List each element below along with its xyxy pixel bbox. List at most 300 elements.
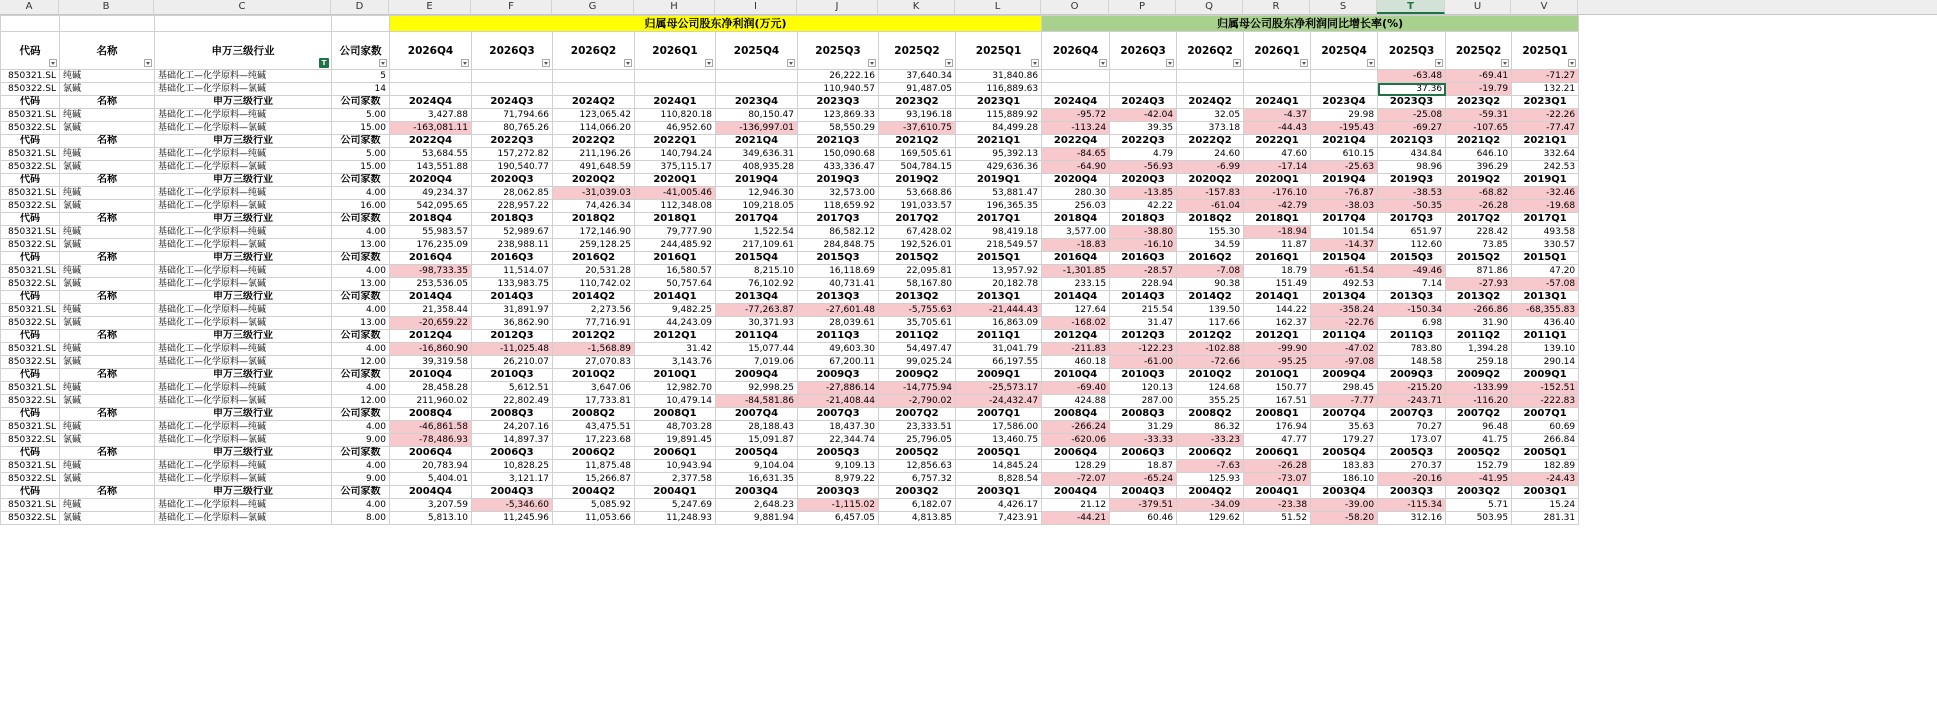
header-quarter[interactable]: 2014Q4: [390, 291, 472, 304]
profit-cell[interactable]: 11,053.66: [553, 512, 635, 525]
growth-cell[interactable]: 51.52: [1244, 512, 1311, 525]
count-cell[interactable]: 5.00: [332, 109, 390, 122]
header-quarter[interactable]: 2017Q1: [1512, 213, 1579, 226]
count-cell[interactable]: 12.00: [332, 395, 390, 408]
profit-cell[interactable]: 49,234.37: [390, 187, 472, 200]
profit-cell[interactable]: -163,081.11: [390, 122, 472, 135]
profit-cell[interactable]: 26,210.07: [472, 356, 553, 369]
header-quarter[interactable]: 2019Q2: [879, 174, 956, 187]
profit-cell[interactable]: 16,118.69: [798, 265, 879, 278]
count-cell[interactable]: 4.00: [332, 304, 390, 317]
profit-cell[interactable]: 5,813.10: [390, 512, 472, 525]
code-cell[interactable]: 850322.SL: [1, 200, 60, 213]
profit-cell[interactable]: 253,536.05: [390, 278, 472, 291]
profit-cell[interactable]: 123,065.42: [553, 109, 635, 122]
filter-dropdown-icon[interactable]: [542, 59, 550, 67]
count-cell[interactable]: 13.00: [332, 239, 390, 252]
growth-cell[interactable]: 18.87: [1110, 460, 1177, 473]
profit-cell[interactable]: 98,419.18: [956, 226, 1042, 239]
growth-cell[interactable]: -152.51: [1512, 382, 1579, 395]
header-quarter[interactable]: 2011Q2: [879, 330, 956, 343]
industry-cell[interactable]: 基础化工—化学原料—氯碱: [155, 83, 332, 96]
profit-cell[interactable]: 6,457.05: [798, 512, 879, 525]
profit-cell[interactable]: 17,223.68: [553, 434, 635, 447]
column-letter-K[interactable]: K: [878, 0, 955, 14]
growth-cell[interactable]: 287.00: [1110, 395, 1177, 408]
filter-dropdown-icon[interactable]: [945, 59, 953, 67]
profit-cell[interactable]: 20,783.94: [390, 460, 472, 473]
header-quarter[interactable]: 2011Q3: [1378, 330, 1446, 343]
count-cell[interactable]: 5.00: [332, 148, 390, 161]
growth-cell[interactable]: 150.77: [1244, 382, 1311, 395]
header-quarter[interactable]: 2018Q3: [472, 213, 553, 226]
header-quarter[interactable]: 2016Q4: [390, 252, 472, 265]
column-letter-S[interactable]: S: [1310, 0, 1377, 14]
growth-cell[interactable]: -157.83: [1177, 187, 1244, 200]
industry-cell[interactable]: 基础化工—化学原料—氯碱: [155, 473, 332, 486]
name-cell[interactable]: 氯碱: [60, 239, 155, 252]
profit-cell[interactable]: 6,182.07: [879, 499, 956, 512]
growth-cell[interactable]: [1110, 70, 1177, 83]
growth-cell[interactable]: -13.85: [1110, 187, 1177, 200]
growth-cell[interactable]: -195.43: [1311, 122, 1378, 135]
profit-cell[interactable]: [635, 83, 716, 96]
count-cell[interactable]: 4.00: [332, 460, 390, 473]
industry-cell[interactable]: 基础化工—化学原料—纯碱: [155, 148, 332, 161]
header-count[interactable]: 公司家数: [332, 174, 390, 187]
header-industry[interactable]: 申万三级行业: [155, 135, 332, 148]
header-quarter[interactable]: 2010Q3: [472, 369, 553, 382]
column-letter-U[interactable]: U: [1445, 0, 1511, 14]
filter-dropdown-icon[interactable]: [461, 59, 469, 67]
growth-cell[interactable]: -211.83: [1042, 343, 1110, 356]
growth-cell[interactable]: -176.10: [1244, 187, 1311, 200]
profit-cell[interactable]: -25,573.17: [956, 382, 1042, 395]
growth-cell[interactable]: [1042, 83, 1110, 96]
code-cell[interactable]: 850321.SL: [1, 304, 60, 317]
header-quarter[interactable]: 2024Q1: [1244, 96, 1311, 109]
header-quarter[interactable]: 2004Q4: [1042, 486, 1110, 499]
profit-cell[interactable]: 20,182.78: [956, 278, 1042, 291]
header-quarter[interactable]: 2009Q2: [879, 369, 956, 382]
profit-cell[interactable]: 190,540.77: [472, 161, 553, 174]
growth-cell[interactable]: 4.79: [1110, 148, 1177, 161]
profit-cell[interactable]: 21,358.44: [390, 304, 472, 317]
header-count[interactable]: 公司家数: [332, 32, 390, 70]
growth-cell[interactable]: 266.84: [1512, 434, 1579, 447]
count-cell[interactable]: 4.00: [332, 499, 390, 512]
growth-cell[interactable]: 6.98: [1378, 317, 1446, 330]
count-cell[interactable]: 12.00: [332, 356, 390, 369]
profit-cell[interactable]: -11,025.48: [472, 343, 553, 356]
column-letter-C[interactable]: C: [154, 0, 331, 14]
profit-cell[interactable]: 191,033.57: [879, 200, 956, 213]
header-quarter[interactable]: 2010Q1: [635, 369, 716, 382]
profit-cell[interactable]: 22,095.81: [879, 265, 956, 278]
growth-cell[interactable]: -6.99: [1177, 161, 1244, 174]
profit-cell[interactable]: 53,684.55: [390, 148, 472, 161]
growth-cell[interactable]: -26.28: [1446, 200, 1512, 213]
header-quarter[interactable]: 2009Q4: [1311, 369, 1378, 382]
profit-cell[interactable]: -21,408.44: [798, 395, 879, 408]
header-quarter[interactable]: 2025Q2: [1446, 32, 1512, 70]
data-grid[interactable]: [0, 15, 1579, 525]
profit-cell[interactable]: 67,428.02: [879, 226, 956, 239]
filter-dropdown-icon[interactable]: [379, 59, 387, 67]
profit-cell[interactable]: -27,886.14: [798, 382, 879, 395]
header-quarter[interactable]: 2009Q1: [956, 369, 1042, 382]
header-count[interactable]: 公司家数: [332, 96, 390, 109]
profit-cell[interactable]: 2,273.56: [553, 304, 635, 317]
profit-cell[interactable]: 80,150.47: [716, 109, 798, 122]
header-count[interactable]: 公司家数: [332, 213, 390, 226]
header-quarter[interactable]: 2025Q3: [1378, 32, 1446, 70]
column-letter-F[interactable]: F: [471, 0, 552, 14]
industry-cell[interactable]: 基础化工—化学原料—纯碱: [155, 70, 332, 83]
code-cell[interactable]: 850321.SL: [1, 148, 60, 161]
growth-cell[interactable]: -47.02: [1311, 343, 1378, 356]
profit-cell[interactable]: 6,757.32: [879, 473, 956, 486]
name-cell[interactable]: 氯碱: [60, 200, 155, 213]
growth-cell[interactable]: 32.05: [1177, 109, 1244, 122]
header-quarter[interactable]: 2015Q2: [1446, 252, 1512, 265]
growth-cell[interactable]: 167.51: [1244, 395, 1311, 408]
profit-cell[interactable]: 8,979.22: [798, 473, 879, 486]
growth-cell[interactable]: -95.25: [1244, 356, 1311, 369]
profit-cell[interactable]: 3,121.17: [472, 473, 553, 486]
profit-cell[interactable]: 110,940.57: [798, 83, 879, 96]
profit-cell[interactable]: -21,444.43: [956, 304, 1042, 317]
code-cell[interactable]: 850321.SL: [1, 187, 60, 200]
growth-cell[interactable]: -7.08: [1177, 265, 1244, 278]
growth-cell[interactable]: 125.93: [1177, 473, 1244, 486]
filter-dropdown-icon[interactable]: [1031, 59, 1039, 67]
growth-cell[interactable]: -18.94: [1244, 226, 1311, 239]
profit-cell[interactable]: 28,188.43: [716, 421, 798, 434]
growth-cell[interactable]: 34.59: [1177, 239, 1244, 252]
name-cell[interactable]: 纯碱: [60, 187, 155, 200]
count-cell[interactable]: 9.00: [332, 473, 390, 486]
header-quarter[interactable]: 2012Q3: [472, 330, 553, 343]
growth-cell[interactable]: -77.47: [1512, 122, 1579, 135]
header-name[interactable]: 名称: [60, 252, 155, 265]
header-quarter[interactable]: 2021Q1: [1512, 135, 1579, 148]
header-quarter[interactable]: 2010Q2: [1177, 369, 1244, 382]
growth-cell[interactable]: 96.48: [1446, 421, 1512, 434]
header-quarter[interactable]: 2007Q3: [798, 408, 879, 421]
profit-cell[interactable]: 150,090.68: [798, 148, 879, 161]
header-quarter[interactable]: 2021Q3: [1378, 135, 1446, 148]
growth-cell[interactable]: -44.43: [1244, 122, 1311, 135]
profit-cell[interactable]: 4,813.85: [879, 512, 956, 525]
growth-cell[interactable]: 871.86: [1446, 265, 1512, 278]
profit-cell[interactable]: -27,601.48: [798, 304, 879, 317]
growth-cell[interactable]: -150.34: [1378, 304, 1446, 317]
growth-cell[interactable]: -42.79: [1244, 200, 1311, 213]
industry-cell[interactable]: 基础化工—化学原料—氯碱: [155, 278, 332, 291]
industry-cell[interactable]: 基础化工—化学原料—氯碱: [155, 122, 332, 135]
header-quarter[interactable]: 2005Q4: [1311, 447, 1378, 460]
header-quarter[interactable]: 2003Q3: [1378, 486, 1446, 499]
header-quarter[interactable]: 2011Q3: [798, 330, 879, 343]
banner-blank-cell[interactable]: [1, 16, 60, 32]
header-industry[interactable]: 申万三级行业: [155, 291, 332, 304]
profit-cell[interactable]: 55,983.57: [390, 226, 472, 239]
growth-cell[interactable]: 503.95: [1446, 512, 1512, 525]
name-cell[interactable]: 纯碱: [60, 499, 155, 512]
header-quarter[interactable]: 2022Q1: [1244, 135, 1311, 148]
header-name[interactable]: 名称: [60, 369, 155, 382]
filter-dropdown-icon[interactable]: [1568, 59, 1576, 67]
header-quarter[interactable]: 2009Q4: [716, 369, 798, 382]
growth-cell[interactable]: 42.22: [1110, 200, 1177, 213]
code-cell[interactable]: 850321.SL: [1, 460, 60, 473]
header-quarter[interactable]: 2024Q2: [553, 96, 635, 109]
header-quarter[interactable]: 2013Q2: [1446, 291, 1512, 304]
header-industry[interactable]: 申万三级行业: [155, 447, 332, 460]
header-quarter[interactable]: 2007Q4: [716, 408, 798, 421]
header-quarter[interactable]: 2008Q2: [553, 408, 635, 421]
header-quarter[interactable]: 2018Q1: [635, 213, 716, 226]
growth-cell[interactable]: 151.49: [1244, 278, 1311, 291]
header-quarter[interactable]: 2007Q2: [1446, 408, 1512, 421]
name-cell[interactable]: 纯碱: [60, 109, 155, 122]
profit-cell[interactable]: -31,039.03: [553, 187, 635, 200]
header-quarter[interactable]: 2018Q2: [1177, 213, 1244, 226]
filter-dropdown-icon[interactable]: [787, 59, 795, 67]
profit-cell[interactable]: 16,580.57: [635, 265, 716, 278]
growth-cell[interactable]: 332.64: [1512, 148, 1579, 161]
growth-cell[interactable]: -102.88: [1177, 343, 1244, 356]
header-quarter[interactable]: 2004Q1: [635, 486, 716, 499]
profit-cell[interactable]: 14,897.37: [472, 434, 553, 447]
banner-blank-cell[interactable]: [332, 16, 390, 32]
industry-cell[interactable]: 基础化工—化学原料—纯碱: [155, 382, 332, 395]
profit-cell[interactable]: [472, 70, 553, 83]
header-quarter[interactable]: 2017Q2: [879, 213, 956, 226]
profit-cell[interactable]: -5,346.60: [472, 499, 553, 512]
profit-cell[interactable]: 3,647.06: [553, 382, 635, 395]
profit-cell[interactable]: 18,437.30: [798, 421, 879, 434]
profit-cell[interactable]: 11,514.07: [472, 265, 553, 278]
header-quarter[interactable]: 2023Q4: [1311, 96, 1378, 109]
profit-cell[interactable]: 50,757.64: [635, 278, 716, 291]
code-cell[interactable]: 850322.SL: [1, 473, 60, 486]
header-quarter[interactable]: 2013Q1: [956, 291, 1042, 304]
header-quarter[interactable]: 2012Q2: [1177, 330, 1244, 343]
growth-cell[interactable]: 139.50: [1177, 304, 1244, 317]
header-quarter[interactable]: 2015Q3: [1378, 252, 1446, 265]
header-name[interactable]: 名称: [60, 486, 155, 499]
name-cell[interactable]: 氯碱: [60, 473, 155, 486]
growth-cell[interactable]: -122.23: [1110, 343, 1177, 356]
header-quarter[interactable]: 2006Q3: [472, 447, 553, 460]
header-quarter[interactable]: 2023Q1: [956, 96, 1042, 109]
header-quarter[interactable]: 2014Q1: [635, 291, 716, 304]
growth-cell[interactable]: 29.98: [1311, 109, 1378, 122]
profit-cell[interactable]: 17,586.00: [956, 421, 1042, 434]
column-letter-A[interactable]: A: [0, 0, 59, 14]
column-letter-E[interactable]: E: [389, 0, 471, 14]
profit-cell[interactable]: -20,659.22: [390, 317, 472, 330]
profit-cell[interactable]: [716, 70, 798, 83]
profit-cell[interactable]: 40,731.41: [798, 278, 879, 291]
header-quarter[interactable]: 2013Q4: [1311, 291, 1378, 304]
growth-cell[interactable]: 47.20: [1512, 265, 1579, 278]
profit-cell[interactable]: 31,840.86: [956, 70, 1042, 83]
profit-cell[interactable]: 284,848.75: [798, 239, 879, 252]
industry-cell[interactable]: 基础化工—化学原料—氯碱: [155, 161, 332, 174]
profit-cell[interactable]: 10,828.25: [472, 460, 553, 473]
filter-active-icon[interactable]: T: [319, 58, 329, 68]
header-quarter[interactable]: 2019Q1: [956, 174, 1042, 187]
header-quarter[interactable]: 2025Q1: [1512, 32, 1579, 70]
growth-cell[interactable]: -34.09: [1177, 499, 1244, 512]
header-quarter[interactable]: 2013Q1: [1512, 291, 1579, 304]
profit-cell[interactable]: 8,828.54: [956, 473, 1042, 486]
industry-cell[interactable]: 基础化工—化学原料—氯碱: [155, 200, 332, 213]
growth-cell[interactable]: 182.89: [1512, 460, 1579, 473]
profit-cell[interactable]: 92,998.25: [716, 382, 798, 395]
header-quarter[interactable]: 2012Q4: [390, 330, 472, 343]
header-quarter[interactable]: 2017Q4: [716, 213, 798, 226]
profit-cell[interactable]: 49,603.30: [798, 343, 879, 356]
profit-cell[interactable]: 66,197.55: [956, 356, 1042, 369]
growth-cell[interactable]: 31.29: [1110, 421, 1177, 434]
profit-cell[interactable]: 211,960.02: [390, 395, 472, 408]
profit-cell[interactable]: 35,705.61: [879, 317, 956, 330]
header-quarter[interactable]: 2022Q3: [1110, 135, 1177, 148]
profit-cell[interactable]: 84,499.28: [956, 122, 1042, 135]
profit-cell[interactable]: 15,077.44: [716, 343, 798, 356]
column-letter-L[interactable]: L: [955, 0, 1041, 14]
growth-cell[interactable]: 460.18: [1042, 356, 1110, 369]
header-quarter[interactable]: 2003Q3: [798, 486, 879, 499]
profit-cell[interactable]: -41,005.46: [635, 187, 716, 200]
header-quarter[interactable]: 2020Q1: [1244, 174, 1311, 187]
profit-cell[interactable]: 1,522.54: [716, 226, 798, 239]
growth-cell[interactable]: -61.04: [1177, 200, 1244, 213]
name-cell[interactable]: 纯碱: [60, 343, 155, 356]
header-quarter[interactable]: 2024Q1: [635, 96, 716, 109]
growth-cell[interactable]: -266.24: [1042, 421, 1110, 434]
header-quarter[interactable]: 2022Q1: [635, 135, 716, 148]
header-quarter[interactable]: 2024Q3: [472, 96, 553, 109]
growth-cell[interactable]: 396.29: [1446, 161, 1512, 174]
header-quarter[interactable]: 2026Q2: [553, 32, 635, 70]
industry-cell[interactable]: 基础化工—化学原料—氯碱: [155, 512, 332, 525]
growth-cell[interactable]: -215.20: [1378, 382, 1446, 395]
code-cell[interactable]: 850322.SL: [1, 395, 60, 408]
code-cell[interactable]: 850321.SL: [1, 421, 60, 434]
growth-cell[interactable]: 280.30: [1042, 187, 1110, 200]
header-industry[interactable]: 申万三级行业: [155, 174, 332, 187]
column-letter-D[interactable]: D: [331, 0, 389, 14]
header-quarter[interactable]: 2015Q4: [1311, 252, 1378, 265]
header-quarter[interactable]: 2011Q1: [956, 330, 1042, 343]
code-cell[interactable]: 850322.SL: [1, 122, 60, 135]
growth-cell[interactable]: -32.46: [1512, 187, 1579, 200]
growth-cell[interactable]: -64.90: [1042, 161, 1110, 174]
profit-cell[interactable]: 218,549.57: [956, 239, 1042, 252]
code-cell[interactable]: 850322.SL: [1, 317, 60, 330]
growth-cell[interactable]: -115.34: [1378, 499, 1446, 512]
header-quarter[interactable]: 2004Q1: [1244, 486, 1311, 499]
header-quarter[interactable]: 2013Q3: [1378, 291, 1446, 304]
header-quarter[interactable]: 2015Q1: [1512, 252, 1579, 265]
header-quarter[interactable]: 2012Q2: [553, 330, 635, 343]
header-quarter[interactable]: 2021Q3: [798, 135, 879, 148]
growth-cell[interactable]: -76.87: [1311, 187, 1378, 200]
header-quarter[interactable]: 2004Q2: [553, 486, 635, 499]
header-name[interactable]: 名称: [60, 408, 155, 421]
profit-cell[interactable]: 26,222.16: [798, 70, 879, 83]
growth-cell[interactable]: [1110, 83, 1177, 96]
growth-cell[interactable]: [1042, 70, 1110, 83]
header-quarter[interactable]: 2014Q4: [1042, 291, 1110, 304]
header-quarter[interactable]: 2026Q2: [1177, 32, 1244, 70]
column-letter-T[interactable]: T: [1377, 0, 1445, 14]
filter-dropdown-icon[interactable]: [624, 59, 632, 67]
header-quarter[interactable]: 2021Q1: [956, 135, 1042, 148]
filter-dropdown-icon[interactable]: [1435, 59, 1443, 67]
code-cell[interactable]: 850322.SL: [1, 239, 60, 252]
header-quarter[interactable]: 2008Q1: [635, 408, 716, 421]
growth-cell[interactable]: 24.60: [1177, 148, 1244, 161]
code-cell[interactable]: 850322.SL: [1, 512, 60, 525]
header-quarter[interactable]: 2023Q1: [1512, 96, 1579, 109]
profit-cell[interactable]: 504,784.15: [879, 161, 956, 174]
profit-cell[interactable]: 17,733.81: [553, 395, 635, 408]
code-cell[interactable]: 850322.SL: [1, 278, 60, 291]
growth-cell[interactable]: -168.02: [1042, 317, 1110, 330]
growth-cell[interactable]: -72.66: [1177, 356, 1244, 369]
header-industry[interactable]: 申万三级行业: [155, 408, 332, 421]
code-cell[interactable]: 850321.SL: [1, 265, 60, 278]
header-quarter[interactable]: 2007Q1: [956, 408, 1042, 421]
profit-cell[interactable]: 67,200.11: [798, 356, 879, 369]
count-cell[interactable]: 13.00: [332, 317, 390, 330]
growth-cell[interactable]: 47.60: [1244, 148, 1311, 161]
header-quarter[interactable]: 2005Q3: [1378, 447, 1446, 460]
growth-cell[interactable]: -113.24: [1042, 122, 1110, 135]
growth-cell[interactable]: -61.54: [1311, 265, 1378, 278]
column-letter-V[interactable]: V: [1511, 0, 1578, 14]
filter-dropdown-icon[interactable]: [144, 59, 152, 67]
header-count[interactable]: 公司家数: [332, 330, 390, 343]
code-cell[interactable]: 850321.SL: [1, 499, 60, 512]
header-quarter[interactable]: 2025Q3: [798, 32, 879, 70]
header-quarter[interactable]: 2009Q2: [1446, 369, 1512, 382]
profit-cell[interactable]: 118,659.92: [798, 200, 879, 213]
growth-cell[interactable]: -19.68: [1512, 200, 1579, 213]
profit-cell[interactable]: 39,319.58: [390, 356, 472, 369]
growth-cell[interactable]: -4.37: [1244, 109, 1311, 122]
profit-cell[interactable]: 12,946.30: [716, 187, 798, 200]
growth-cell[interactable]: -379.51: [1110, 499, 1177, 512]
growth-cell[interactable]: -266.86: [1446, 304, 1512, 317]
growth-cell[interactable]: -27.93: [1446, 278, 1512, 291]
header-quarter[interactable]: 2018Q4: [1042, 213, 1110, 226]
growth-cell[interactable]: [1244, 83, 1311, 96]
banner-blank-cell[interactable]: [155, 16, 332, 32]
filter-dropdown-icon[interactable]: [1501, 59, 1509, 67]
growth-cell[interactable]: -44.21: [1042, 512, 1110, 525]
header-quarter[interactable]: 2026Q4: [390, 32, 472, 70]
growth-cell[interactable]: -38.53: [1378, 187, 1446, 200]
profit-cell[interactable]: 9,109.13: [798, 460, 879, 473]
count-cell[interactable]: 15.00: [332, 161, 390, 174]
